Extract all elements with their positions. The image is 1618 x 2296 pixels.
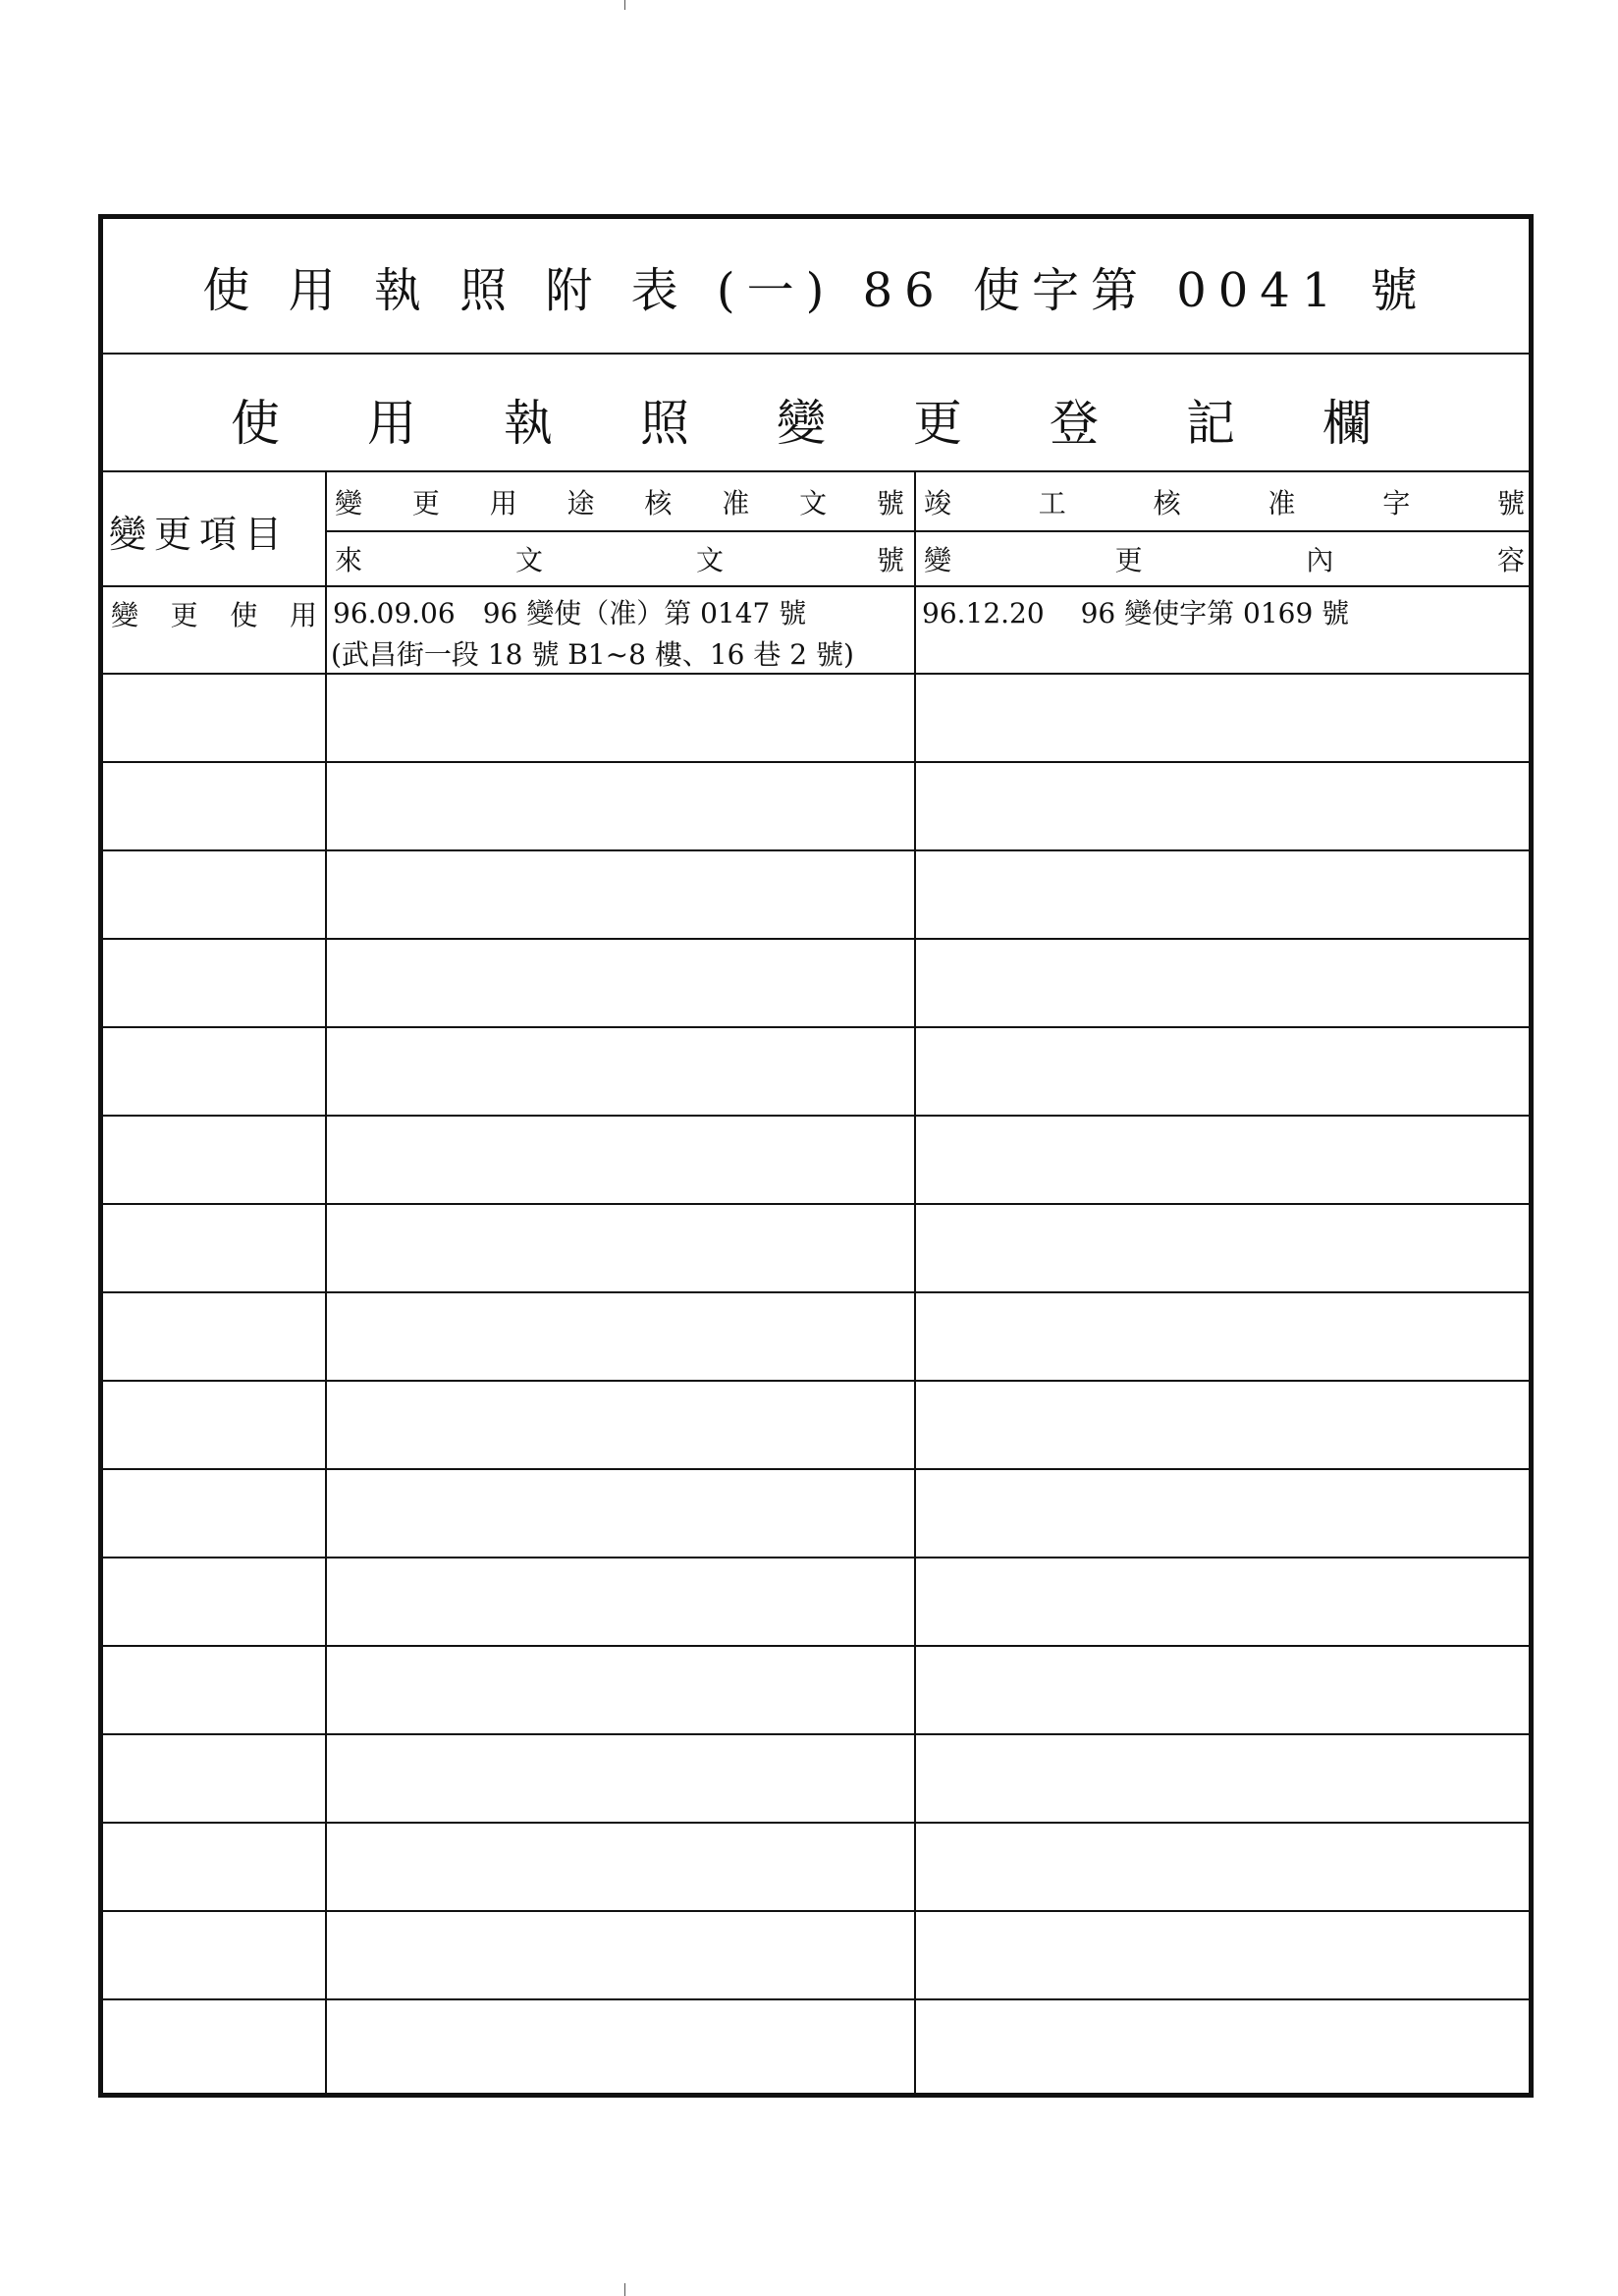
header-char: 更 — [411, 487, 440, 519]
header-completion — [924, 482, 1525, 521]
subtitle-char: 登 — [1050, 395, 1099, 452]
registration-table — [98, 214, 1534, 2098]
header-bottom-line — [103, 585, 1534, 587]
header-char: 用 — [489, 487, 517, 519]
row-doc-address: (武昌街一段 18 號 B1~8 樓、16 巷 2 號) — [331, 638, 854, 671]
row-change-item — [111, 594, 317, 633]
header-char: 號 — [876, 487, 904, 519]
scan-mark-top — [624, 0, 625, 10]
page-title-text: 使 用 執 照 附 表 (一) 86 使字第 0041 號 — [202, 262, 1429, 318]
header-mid-line — [325, 530, 1534, 532]
header-char: 途 — [566, 487, 595, 519]
row-completion: 96.12.20 96 變使字第 0169 號 — [922, 597, 1350, 629]
subtitle-char: 記 — [1186, 395, 1235, 452]
header-char: 字 — [1382, 487, 1411, 519]
header-change-item: 變更項目 — [109, 513, 291, 556]
row-line — [103, 1910, 1534, 1912]
subtitle-char: 用 — [367, 395, 416, 452]
subtitle-char: 使 — [231, 395, 280, 452]
row-doc-number: 96.09.06 96 變使（准）第 0147 號 — [333, 597, 807, 629]
item-char: 用 — [289, 599, 317, 631]
header-char: 來 — [335, 544, 363, 576]
header-change-content — [924, 539, 1525, 578]
item-char: 更 — [170, 599, 198, 631]
header-char: 核 — [1153, 487, 1181, 519]
header-char: 竣 — [924, 487, 952, 519]
header-char: 內 — [1306, 544, 1334, 576]
page-title — [103, 219, 1529, 355]
row-line — [103, 1998, 1534, 2000]
row-line — [103, 673, 1534, 675]
header-char: 變 — [335, 487, 363, 519]
header-char: 核 — [644, 487, 673, 519]
row-line — [103, 1557, 1534, 1558]
row-line — [103, 1645, 1534, 1647]
header-char: 變 — [924, 544, 952, 576]
header-char: 文 — [514, 544, 543, 576]
row-line — [103, 1380, 1534, 1382]
item-char: 變 — [111, 599, 139, 631]
row-line — [103, 849, 1534, 851]
row-line — [103, 1115, 1534, 1117]
header-char: 更 — [1114, 544, 1143, 576]
section-title — [103, 355, 1529, 472]
subtitle-char: 變 — [777, 395, 826, 452]
subtitle-char: 執 — [504, 395, 553, 452]
row-line — [103, 1468, 1534, 1470]
row-line — [103, 1026, 1534, 1028]
header-char: 工 — [1038, 487, 1066, 519]
row-line — [103, 761, 1534, 763]
header-char: 准 — [1267, 487, 1296, 519]
header-incoming-doc — [335, 539, 904, 578]
header-approval-doc — [335, 482, 904, 521]
row-line — [103, 1203, 1534, 1205]
header-char: 文 — [799, 487, 828, 519]
scan-mark-bottom — [624, 2283, 625, 2296]
header-char: 准 — [722, 487, 750, 519]
header-char: 文 — [695, 544, 724, 576]
subtitle-char: 照 — [640, 395, 689, 452]
row-line — [103, 1733, 1534, 1735]
col-divider-2 — [914, 472, 916, 2098]
subtitle-char: 欄 — [1322, 395, 1372, 452]
col-divider-1 — [325, 472, 327, 2098]
row-line — [103, 1822, 1534, 1824]
header-char: 號 — [876, 544, 904, 576]
subtitle-char: 更 — [913, 395, 962, 452]
row-line — [103, 938, 1534, 940]
item-char: 使 — [230, 599, 258, 631]
row-line — [103, 1291, 1534, 1293]
header-char: 號 — [1496, 487, 1525, 519]
header-char: 容 — [1496, 544, 1525, 576]
